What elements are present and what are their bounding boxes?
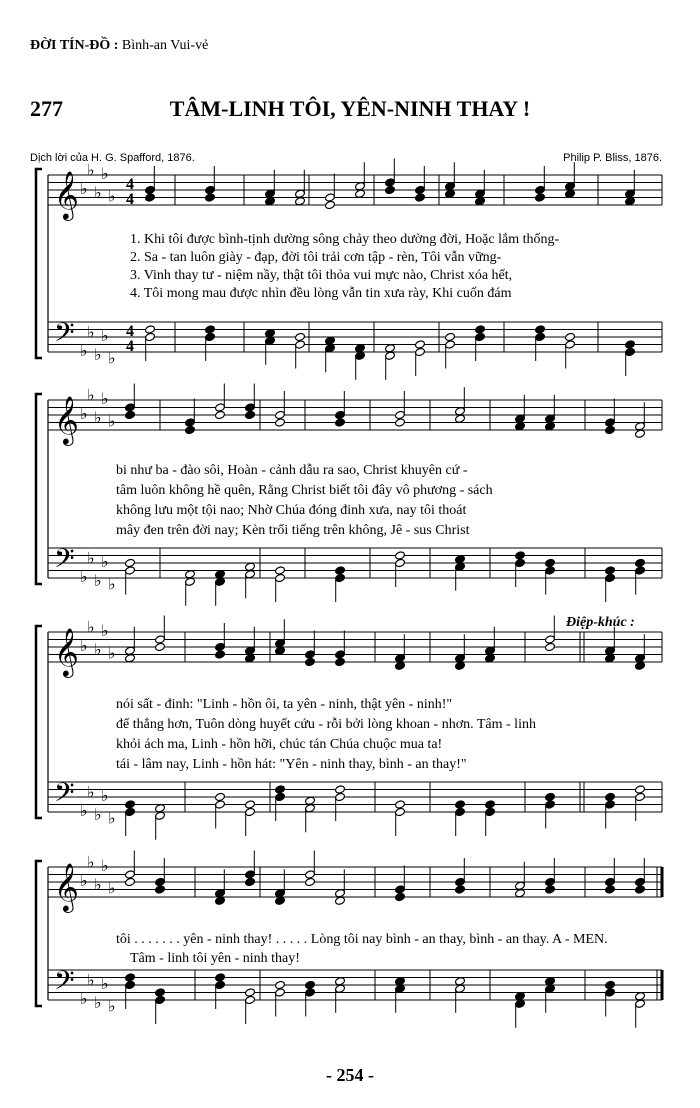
key-flat: ♭ xyxy=(94,994,102,1012)
notehead xyxy=(395,661,406,670)
lyric-line: tôi . . . . . . . yên - ninh thay! . . . . . Lòng tôi nay bình - an thay, bình - an thay. A - MEN. xyxy=(116,932,608,947)
notehead xyxy=(395,800,406,809)
notehead xyxy=(565,189,576,198)
notehead xyxy=(265,329,276,338)
notehead xyxy=(335,418,346,427)
bass-clef: 𝄢 xyxy=(54,317,75,354)
notehead xyxy=(545,422,556,431)
lyric-line: 3. Vinh thay tư - niệm nầy, thật tôi thỏa vui mực nào, Christ xóa hết, xyxy=(130,268,513,283)
key-flat: ♭ xyxy=(94,876,102,894)
key-flat: ♭ xyxy=(87,854,95,872)
key-flat: ♭ xyxy=(80,638,88,655)
key-flat: ♭ xyxy=(94,184,102,202)
notehead xyxy=(395,551,406,560)
notehead xyxy=(215,650,226,659)
key-flat: ♭ xyxy=(87,324,95,342)
key-flat: ♭ xyxy=(108,576,116,594)
system-bracket xyxy=(36,861,42,1006)
system-bracket xyxy=(36,394,42,584)
key-flat: ♭ xyxy=(108,188,116,206)
notehead xyxy=(605,425,616,434)
notehead xyxy=(265,197,276,206)
lyric-line: mây đen trên đời nay; Kèn trổi tiếng trên không, Jê - sus Christ xyxy=(116,523,470,538)
key-flat: ♭ xyxy=(87,550,95,568)
lyric-line: 2. Sa - tan luôn giày - đạp, đời tôi trải cơn tập - rèn, Tôi vẫn vững- xyxy=(130,250,502,265)
key-flat: ♭ xyxy=(108,645,116,663)
notehead xyxy=(245,410,256,419)
key-flat: ♭ xyxy=(101,858,109,875)
notehead xyxy=(485,654,496,663)
bass-clef: 𝄢 xyxy=(54,965,75,1002)
notehead xyxy=(125,800,136,809)
notehead xyxy=(295,197,306,206)
notehead xyxy=(335,566,346,575)
notehead xyxy=(515,551,526,560)
notehead xyxy=(545,885,556,894)
notehead xyxy=(245,988,256,997)
header-series: ĐỜI TÍN-ĐỒ : xyxy=(30,38,119,53)
key-flat: ♭ xyxy=(80,803,88,820)
lyric-line: khỏi ách ma, Linh - hồn hỡi, chúc tán Chúa chuộc mua ta! xyxy=(116,737,443,752)
notehead xyxy=(295,332,306,341)
notehead xyxy=(635,429,646,438)
bass-clef: 𝄢 xyxy=(54,543,75,580)
notehead xyxy=(305,796,316,805)
notehead xyxy=(455,555,466,564)
lyric-line: Tâm - linh tôi yên - ninh thay! xyxy=(130,951,300,966)
notehead xyxy=(535,325,546,334)
composer-credit: Philip P. Bliss, 1876. xyxy=(563,152,662,164)
notehead xyxy=(625,197,636,206)
key-flat: ♭ xyxy=(94,806,102,824)
notehead xyxy=(325,336,336,345)
notehead xyxy=(305,657,316,666)
key-flat: ♭ xyxy=(108,810,116,828)
notehead xyxy=(215,410,226,419)
notehead xyxy=(125,973,136,982)
notehead xyxy=(155,988,166,997)
notehead xyxy=(605,566,616,575)
notehead xyxy=(335,977,346,986)
notehead xyxy=(385,344,396,353)
treble-clef: 𝄞 xyxy=(54,173,79,219)
notehead xyxy=(515,422,526,431)
notehead xyxy=(605,885,616,894)
treble-clef: 𝄞 xyxy=(54,865,79,911)
key-flat: ♭ xyxy=(87,972,95,990)
header-section: Bình-an Vui-vẻ xyxy=(121,38,209,53)
notehead xyxy=(155,885,166,894)
key-flat: ♭ xyxy=(80,343,88,360)
notehead xyxy=(215,973,226,982)
notehead xyxy=(535,193,546,202)
notehead xyxy=(245,562,256,571)
notehead xyxy=(455,661,466,670)
notehead xyxy=(125,558,136,567)
notehead xyxy=(635,885,646,894)
lyric-line: 4. Tôi mong mau được nhìn đều lòng vẫn tin xưa rày, Khi cuốn đám xyxy=(130,286,512,301)
notehead xyxy=(275,418,286,427)
key-flat: ♭ xyxy=(101,391,109,408)
notehead xyxy=(145,325,156,334)
lyric-line: tái - lâm nay, Linh - hồn hát: "Yên - ninh thay, bình - an thay!" xyxy=(116,757,467,772)
notehead xyxy=(245,654,256,663)
key-flat: ♭ xyxy=(108,350,116,368)
notehead xyxy=(335,657,346,666)
treble-clef: 𝄞 xyxy=(54,398,79,444)
treble-clef: 𝄞 xyxy=(54,630,79,676)
key-flat: ♭ xyxy=(108,413,116,431)
notehead xyxy=(305,980,316,989)
key-flat: ♭ xyxy=(94,409,102,427)
notehead xyxy=(155,804,166,813)
notehead xyxy=(335,896,346,905)
notehead xyxy=(155,642,166,651)
notehead xyxy=(515,992,526,1001)
notehead xyxy=(275,566,286,575)
notehead xyxy=(355,344,366,353)
key-flat: ♭ xyxy=(87,784,95,802)
key-flat: ♭ xyxy=(87,619,95,637)
notehead xyxy=(205,325,216,334)
key-flat: ♭ xyxy=(80,406,88,423)
system-bracket xyxy=(36,626,42,818)
time-signature-bottom: 4 xyxy=(126,191,134,208)
lyric-line: tâm luôn không hề quên, Rằng Christ biết tôi đây vô phương - sách xyxy=(116,483,493,498)
notehead xyxy=(185,425,196,434)
hymn-number: 277 xyxy=(30,96,63,121)
key-flat: ♭ xyxy=(94,641,102,659)
time-signature-bottom: 4 xyxy=(126,338,134,355)
key-flat: ♭ xyxy=(94,572,102,590)
notehead xyxy=(145,193,156,202)
key-flat: ♭ xyxy=(80,569,88,586)
key-flat: ♭ xyxy=(80,873,88,890)
notehead xyxy=(215,570,226,579)
notehead xyxy=(125,654,136,663)
notehead xyxy=(455,977,466,986)
notehead xyxy=(355,189,366,198)
notehead xyxy=(275,980,286,989)
notehead xyxy=(455,885,466,894)
notehead xyxy=(605,792,616,801)
notehead xyxy=(485,800,496,809)
notehead xyxy=(205,193,216,202)
key-flat: ♭ xyxy=(87,162,95,180)
notehead xyxy=(335,785,346,794)
system-bracket xyxy=(36,169,42,358)
key-flat: ♭ xyxy=(101,623,109,640)
lyric-line: không lưu một tội nao; Nhờ Chúa đóng đinh xưa, nay tôi thoát xyxy=(116,503,467,518)
refrain-label: Điệp-khúc : xyxy=(566,615,635,630)
notehead xyxy=(455,800,466,809)
lyric-line: 1. Khi tôi được bình-tịnh dường sông chảy theo dường đời, Hoặc lắm thống- xyxy=(130,232,560,247)
notehead xyxy=(545,977,556,986)
notehead xyxy=(445,332,456,341)
notehead xyxy=(565,332,576,341)
notehead xyxy=(415,340,426,349)
lyric-line: nói sất - đinh: "Linh - hồn ôi, ta yên - ninh, thật yên - ninh!" xyxy=(116,697,453,712)
notehead xyxy=(635,785,646,794)
key-flat: ♭ xyxy=(101,788,109,805)
key-flat: ♭ xyxy=(108,998,116,1016)
page-number: - 254 - xyxy=(326,1065,374,1085)
notehead xyxy=(275,785,286,794)
time-signature-top: 4 xyxy=(126,323,134,340)
notehead xyxy=(455,414,466,423)
notehead xyxy=(545,558,556,567)
key-flat: ♭ xyxy=(80,991,88,1008)
notehead xyxy=(215,792,226,801)
notehead xyxy=(605,980,616,989)
notehead xyxy=(185,570,196,579)
key-flat: ♭ xyxy=(101,976,109,993)
notehead xyxy=(395,977,406,986)
key-flat: ♭ xyxy=(80,181,88,198)
lyric-line: để thắng hơn, Tuôn dòng huyết cứu - rỗi bởi lòng khoan - nhơn. Tâm - linh xyxy=(116,717,536,732)
notehead xyxy=(445,189,456,198)
notehead xyxy=(275,896,286,905)
notehead xyxy=(475,197,486,206)
notehead xyxy=(275,646,286,655)
key-flat: ♭ xyxy=(94,346,102,364)
notehead xyxy=(245,800,256,809)
time-signature-top: 4 xyxy=(126,176,134,193)
bass-clef: 𝄢 xyxy=(54,777,75,814)
key-flat: ♭ xyxy=(101,554,109,571)
hymn-title: TÂM-LINH TÔI, YÊN-NINH THAY ! xyxy=(169,96,531,121)
notehead xyxy=(395,892,406,901)
lyric-line: bi như ba - đào sôi, Hoàn - cảnh dẫu ra sao, Christ khuyên cứ - xyxy=(116,463,468,478)
notehead xyxy=(515,889,526,898)
notehead xyxy=(605,654,616,663)
translator-credit: Dịch lời của H. G. Spafford, 1876. xyxy=(30,152,195,164)
key-flat: ♭ xyxy=(87,387,95,405)
notehead xyxy=(475,325,486,334)
notehead xyxy=(125,877,136,886)
notehead xyxy=(625,340,636,349)
key-flat: ♭ xyxy=(101,166,109,183)
notehead xyxy=(305,877,316,886)
notehead xyxy=(245,877,256,886)
notehead xyxy=(545,642,556,651)
notehead xyxy=(635,558,646,567)
notehead xyxy=(125,410,136,419)
key-flat: ♭ xyxy=(108,880,116,898)
notehead xyxy=(215,896,226,905)
key-flat: ♭ xyxy=(101,328,109,345)
notehead xyxy=(635,992,646,1001)
notehead xyxy=(635,661,646,670)
notehead xyxy=(545,792,556,801)
notehead xyxy=(415,193,426,202)
notehead xyxy=(395,418,406,427)
notehead xyxy=(385,185,396,194)
notehead xyxy=(325,200,336,209)
